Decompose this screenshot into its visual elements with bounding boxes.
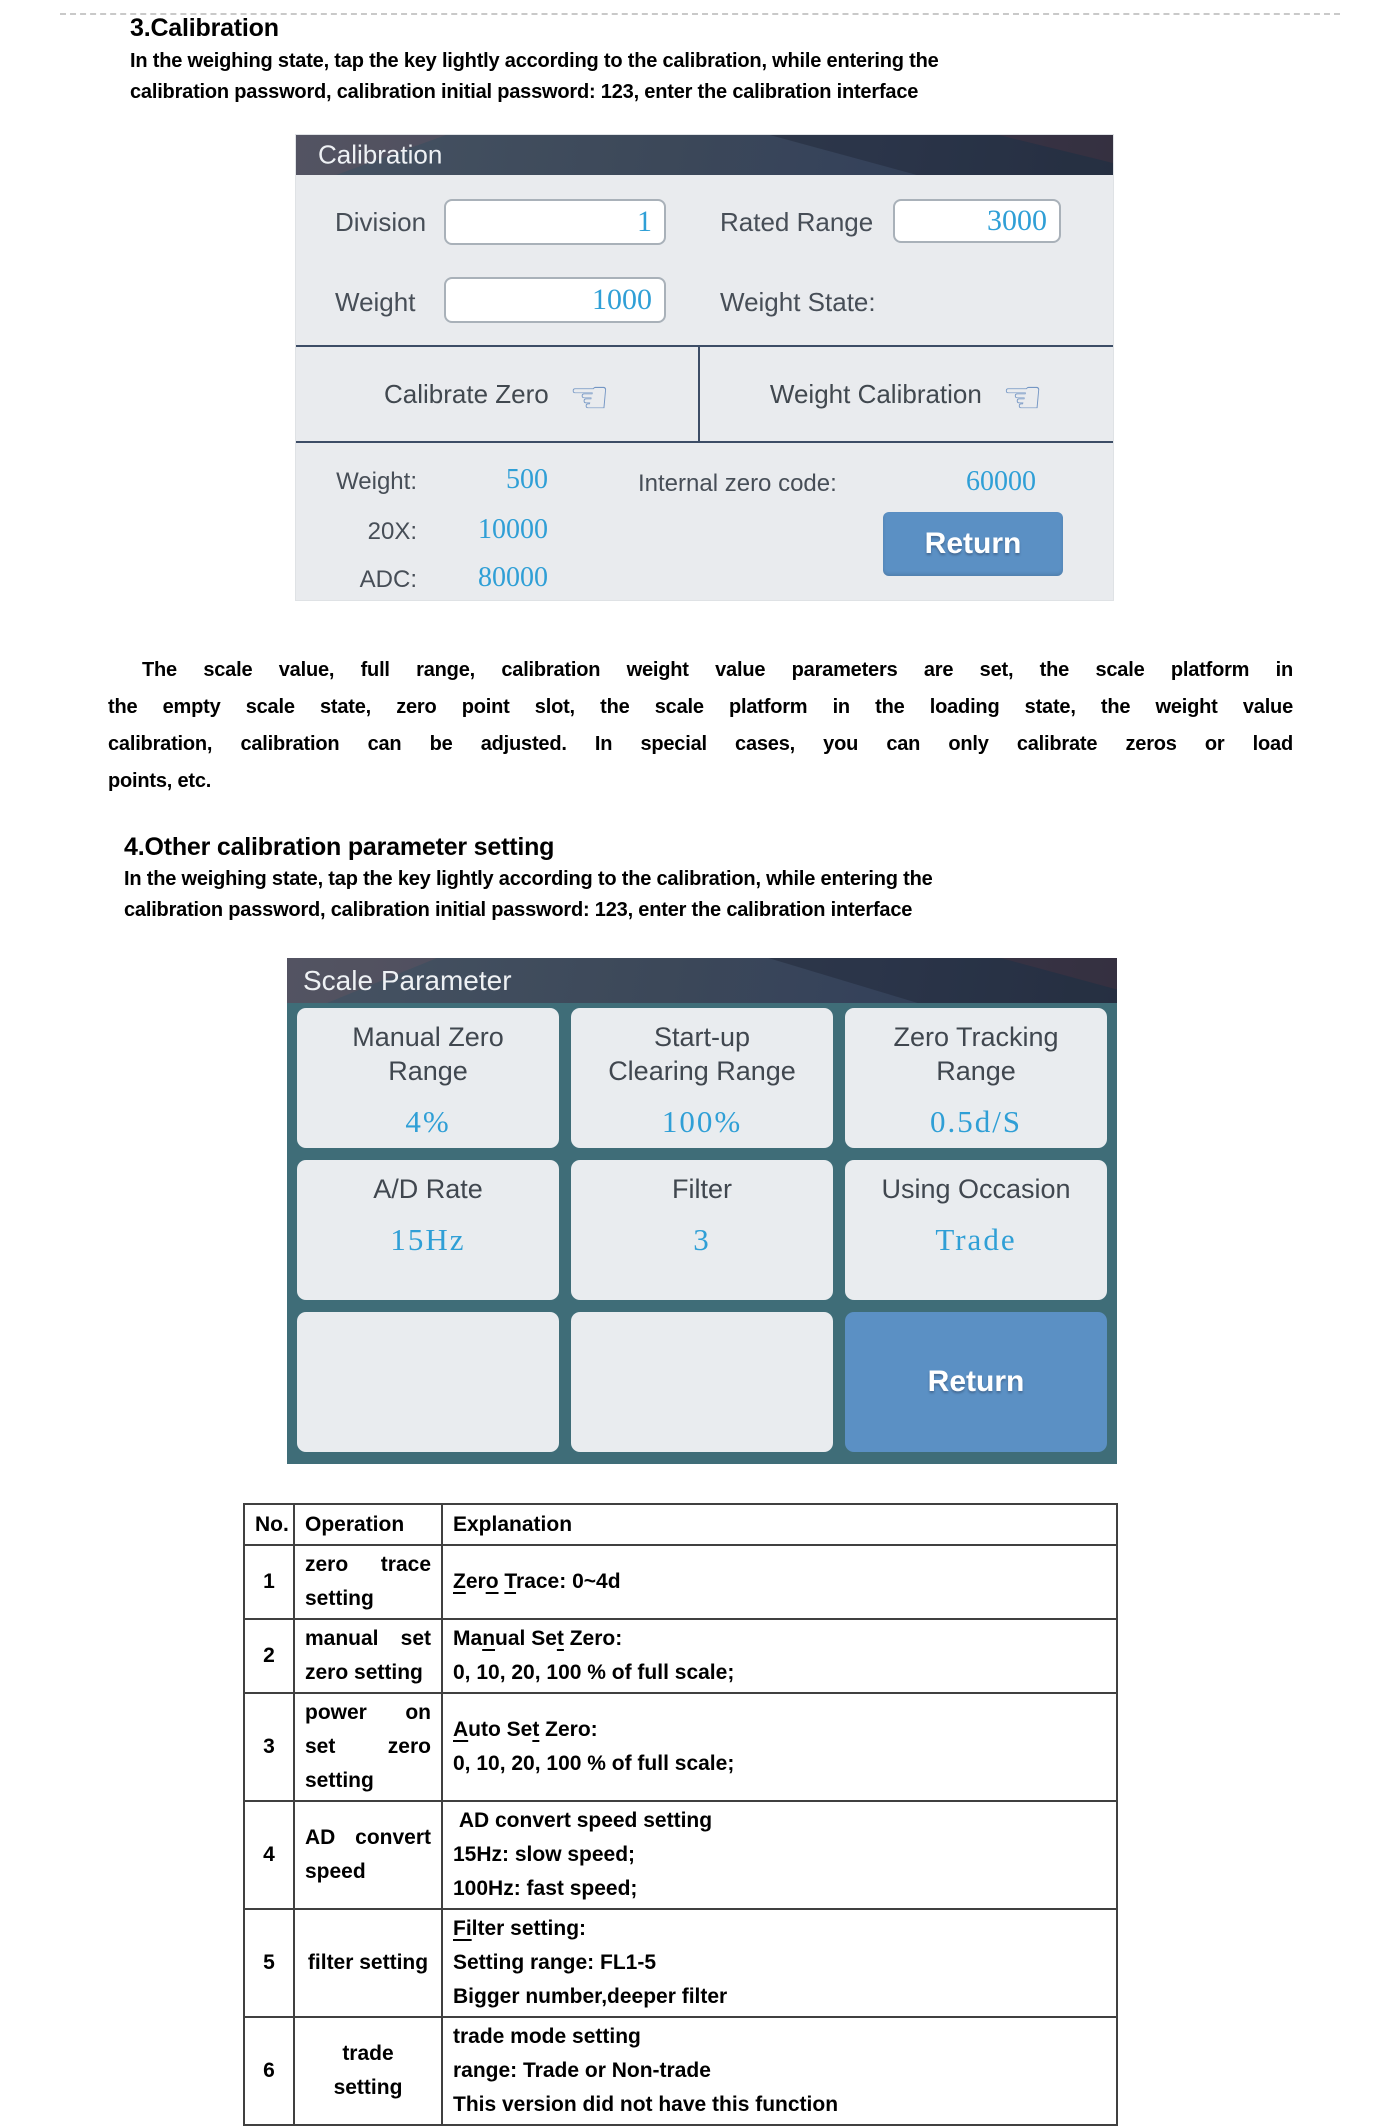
text-line: In the weighing state, tap the key lightly according to the calibration, while entering the — [130, 50, 939, 72]
scale-parameter-header — [287, 958, 1117, 1003]
cell-operation: zero trace setting — [294, 1545, 442, 1619]
calibration-actions-row — [296, 345, 1113, 443]
header-operation: Operation — [294, 1504, 442, 1545]
cell-operation: manual set zero setting — [294, 1619, 442, 1693]
division-input[interactable] — [444, 199, 666, 245]
table-body — [244, 1545, 1117, 2125]
cell-explanation: AD convert speed setting 15Hz: slow speed; 100Hz: fast speed; — [442, 1801, 1117, 1909]
parameter-tile[interactable] — [297, 1008, 559, 1148]
division-value: 1 — [637, 205, 652, 238]
text-line: calibration password, calibration initial password: 123, enter the calibration interface — [124, 899, 913, 921]
cell-no: 5 — [244, 1909, 294, 2017]
scale-parameter-panel — [287, 958, 1117, 1464]
readout-adc-value: 80000 — [478, 562, 548, 593]
parameter-tile-value: 100% — [661, 1104, 743, 1139]
calibrate-zero-label: Calibrate Zero — [384, 378, 549, 409]
parameter-tile-value: 15Hz — [390, 1222, 466, 1257]
text-line: The scale value, full range, calibration weight value parameters are set, the scale platform in — [142, 659, 1293, 681]
text-line: calibration, calibration can be adjusted. In special cases, you can only calibrate zeros or load — [108, 733, 1293, 755]
cell-explanation: trade mode setting range: Trade or Non-trade This version did not have this function — [442, 2017, 1117, 2125]
parameter-tile-value: 3 — [693, 1222, 711, 1257]
cell-operation: trade setting — [294, 2017, 442, 2125]
parameter-tile[interactable] — [845, 1008, 1107, 1148]
weight-value: 1000 — [592, 283, 652, 316]
section3-intro — [130, 46, 939, 108]
section4-intro — [124, 864, 933, 926]
left-pointing-hand-icon: ☜ — [568, 370, 610, 424]
cell-operation: AD convert speed — [294, 1801, 442, 1909]
calibration-panel-title: Calibration — [318, 139, 443, 170]
division-label: Division — [335, 207, 427, 237]
cell-no: 3 — [244, 1693, 294, 1801]
readout-adc-label: ADC: — [359, 566, 417, 593]
readout-20x-label: 20X: — [367, 518, 417, 545]
table-row — [244, 1909, 1117, 2017]
parameter-grid — [297, 1008, 1107, 1452]
parameter-tile-value: Trade — [935, 1222, 1017, 1257]
parameter-tile-value: 0.5d/S — [929, 1104, 1023, 1139]
cell-explanation: Auto Set Zero: 0, 10, 20, 100 % of full scale; — [442, 1693, 1117, 1801]
parameter-tile-label: Start-up Clearing Range — [608, 1022, 796, 1086]
empty-tile — [297, 1312, 559, 1452]
weight-state-label: Weight State: — [720, 287, 876, 317]
return-button[interactable] — [845, 1312, 1107, 1452]
return-button[interactable]: Return — [883, 512, 1063, 576]
rated-range-input[interactable] — [893, 199, 1061, 243]
weight-calibration-button[interactable] — [700, 347, 1113, 441]
internal-zero-code-label: Internal zero code: — [638, 470, 837, 497]
calibrate-zero-button[interactable] — [296, 347, 700, 441]
cell-explanation: Zero Trace: 0~4d — [442, 1545, 1117, 1619]
calibration-panel — [296, 135, 1113, 600]
parameter-tile-label: Manual Zero Range — [352, 1022, 504, 1086]
table-row — [244, 1693, 1117, 1801]
calibration-description-paragraph — [108, 652, 1293, 800]
readout-weight-value: 500 — [506, 464, 548, 495]
cell-no: 1 — [244, 1545, 294, 1619]
text-line: calibration password, calibration initial password: 123, enter the calibration interface — [130, 81, 919, 103]
cell-no: 2 — [244, 1619, 294, 1693]
table-row — [244, 2017, 1117, 2125]
return-button-label: Return — [927, 1365, 1025, 1398]
cell-explanation: Manual Set Zero: 0, 10, 20, 100 % of full scale; — [442, 1619, 1117, 1693]
readout-20x-value: 10000 — [478, 514, 548, 545]
parameter-tile[interactable] — [571, 1008, 833, 1148]
parameter-tile[interactable] — [845, 1160, 1107, 1300]
calibration-panel-header — [296, 135, 1113, 175]
header-no: No. — [244, 1504, 294, 1545]
table-row — [244, 1801, 1117, 1909]
parameter-tile[interactable] — [297, 1160, 559, 1300]
cell-operation: power on set zero setting — [294, 1693, 442, 1801]
internal-zero-code-value: 60000 — [966, 466, 1036, 497]
table-header-row — [244, 1504, 1117, 1545]
cell-explanation: Filter setting: Setting range: FL1-5 Bigger number,deeper filter — [442, 1909, 1117, 2017]
text-line: the empty scale state, zero point slot, the scale platform in the loading state, the weight value — [108, 696, 1293, 718]
table-row — [244, 1545, 1117, 1619]
cell-no: 4 — [244, 1801, 294, 1909]
cell-no: 6 — [244, 2017, 294, 2125]
empty-tile — [571, 1312, 833, 1452]
rated-range-value: 3000 — [987, 204, 1047, 237]
table-row — [244, 1619, 1117, 1693]
header-explanation: Explanation — [442, 1504, 1117, 1545]
cell-operation: filter setting — [294, 1909, 442, 2017]
left-pointing-hand-icon: ☜ — [1001, 370, 1044, 424]
text-line: points, etc. — [108, 770, 212, 792]
parameter-tile-label: Filter — [672, 1174, 732, 1204]
section4-heading: 4.Other calibration parameter setting — [124, 833, 555, 861]
section3-heading: 3.Calibration — [130, 14, 279, 42]
weight-label: Weight — [335, 287, 416, 317]
text-line: In the weighing state, tap the key lightly according to the calibration, while entering the — [124, 868, 933, 890]
parameter-tile[interactable] — [571, 1160, 833, 1300]
parameter-tile-label: Using Occasion — [881, 1174, 1071, 1204]
rated-range-label: Rated Range — [720, 207, 874, 237]
parameter-tile-label: A/D Rate — [373, 1174, 483, 1204]
parameter-tile-value: 4% — [405, 1104, 451, 1139]
scale-parameter-title: Scale Parameter — [303, 964, 512, 996]
operation-table — [243, 1503, 1118, 2126]
readout-weight-label: Weight: — [336, 468, 417, 495]
weight-calibration-label: Weight Calibration — [769, 378, 982, 409]
parameter-tile-label: Zero Tracking Range — [893, 1022, 1059, 1086]
weight-input[interactable] — [444, 277, 666, 323]
